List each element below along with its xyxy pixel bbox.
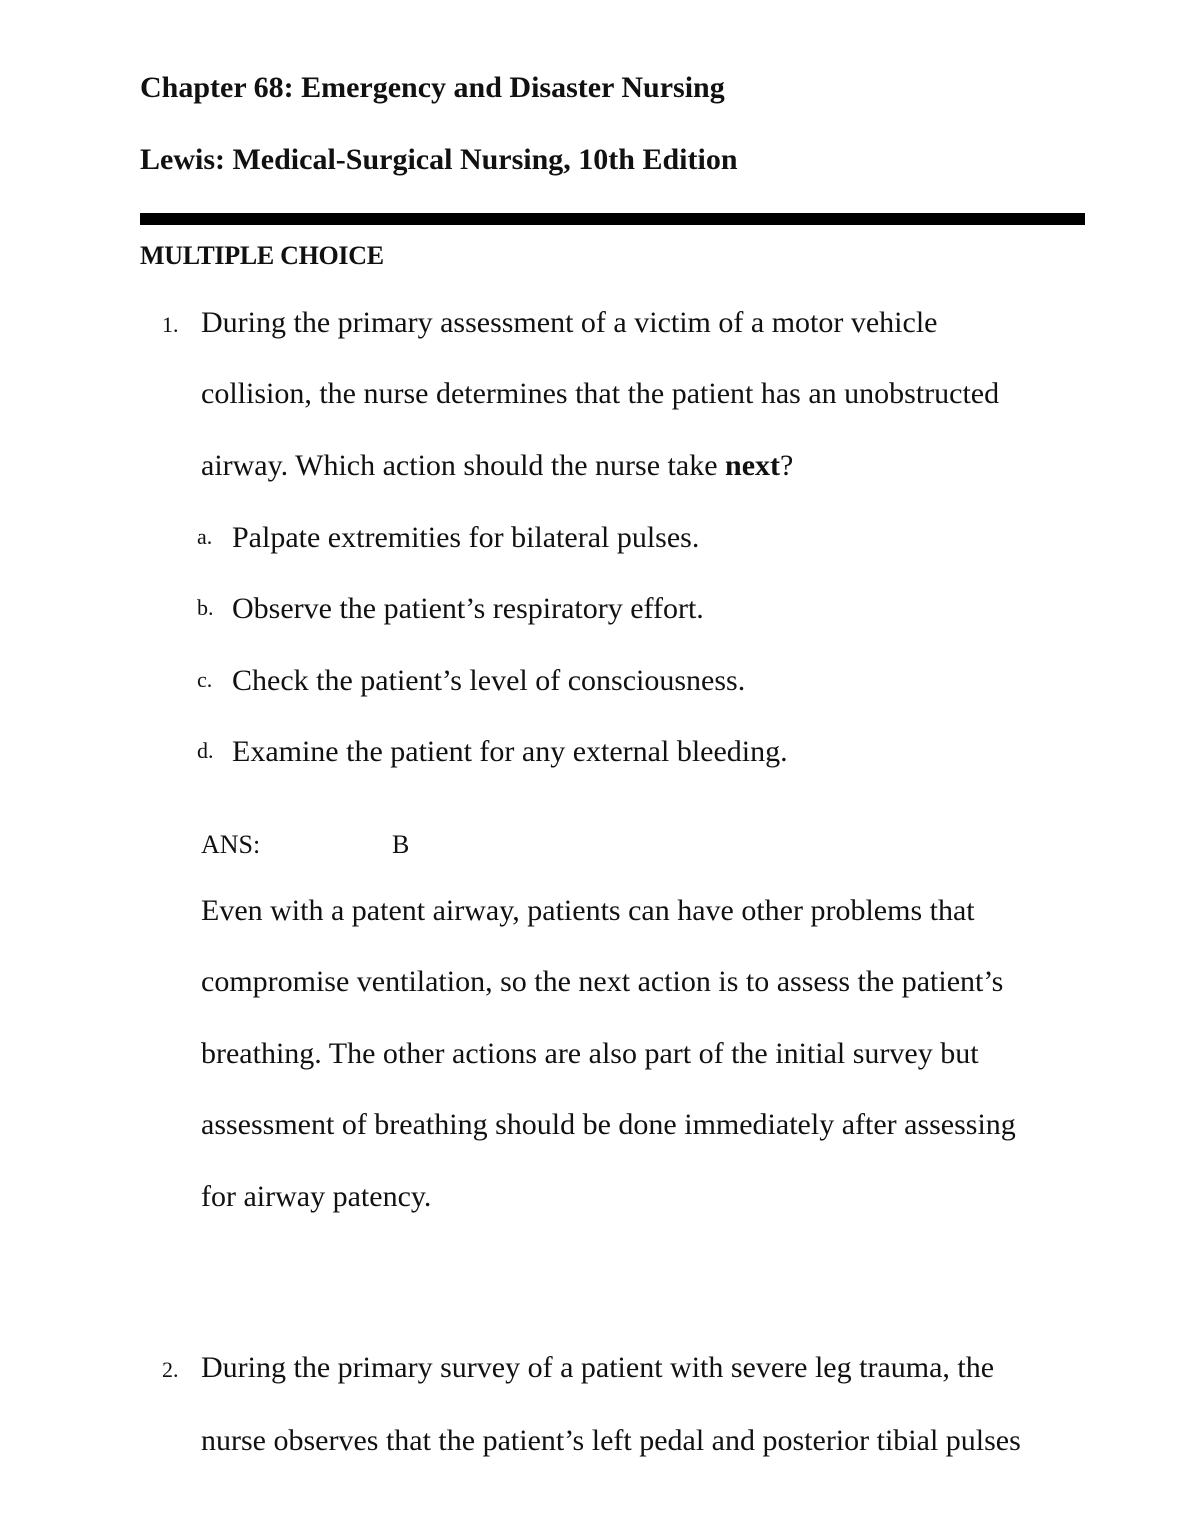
- rationale-line: for airway patency.: [201, 1180, 432, 1213]
- rationale-line: breathing. The other actions are also part of the initial survey but: [201, 1037, 979, 1070]
- question-number: 1.: [162, 312, 179, 337]
- option-text: Examine the patient for any external bleeding.: [232, 735, 788, 768]
- option-text: Palpate extremities for bilateral pulses.: [232, 521, 700, 554]
- option-letter: d.: [197, 738, 214, 763]
- option-letter: c.: [197, 667, 213, 692]
- question-stem-line: During the primary assessment of a victim of a motor vehicle: [201, 306, 938, 339]
- rationale-line: Even with a patent airway, patients can have other problems that: [201, 894, 975, 927]
- section-heading: MULTIPLE CHOICE: [140, 241, 384, 270]
- rationale-line: assessment of breathing should be done immediately after assessing: [201, 1108, 1016, 1141]
- chapter-title: Chapter 68: Emergency and Disaster Nursing: [140, 71, 725, 104]
- option-letter: a.: [197, 524, 213, 549]
- question-number: 2.: [162, 1357, 179, 1382]
- stem-emphasis: next: [725, 449, 781, 482]
- option-text: Check the patient’s level of consciousness.: [232, 664, 746, 697]
- option-text: Observe the patient’s respiratory effort.: [232, 592, 704, 625]
- question-stem-line: During the primary survey of a patient with severe leg trauma, the: [201, 1351, 995, 1384]
- stem-text: ?: [780, 449, 794, 482]
- question-stem-line: nurse observes that the patient’s left pedal and posterior tibial pulses: [201, 1424, 1021, 1457]
- stem-text: airway. Which action should the nurse take: [201, 449, 726, 482]
- question-stem-line: collision, the nurse determines that the patient has an unobstructed: [201, 377, 1000, 410]
- answer-label: ANS:: [201, 830, 261, 859]
- question-stem-line: [201, 451, 793, 481]
- heading-divider: [140, 213, 1085, 225]
- option-letter: b.: [197, 595, 214, 620]
- answer-value: B: [392, 830, 410, 859]
- book-title: Lewis: Medical-Surgical Nursing, 10th Edition: [140, 143, 738, 176]
- rationale-line: compromise ventilation, so the next action is to assess the patient’s: [201, 965, 1004, 998]
